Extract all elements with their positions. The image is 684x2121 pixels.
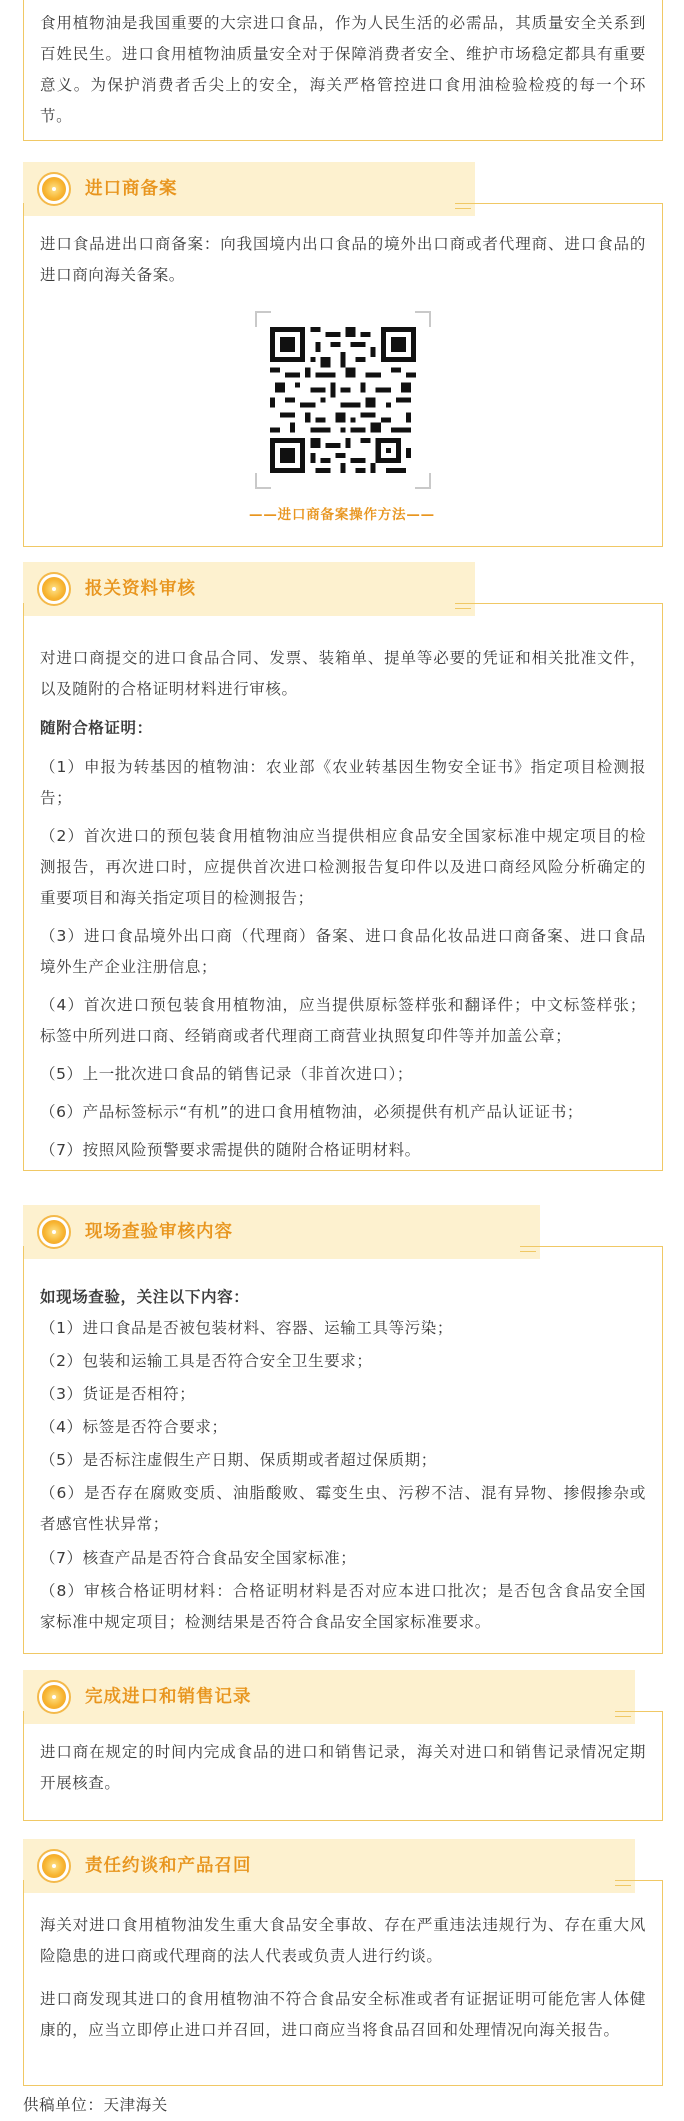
qr-caption: ——进口商备案操作方法—— [249, 507, 435, 523]
orange-slice-icon [37, 1849, 71, 1883]
section-title: 完成进口和销售记录 [85, 1687, 252, 1707]
section-content-customs-docs [23, 603, 663, 1171]
list-item: （5）是否标注虚假生产日期、保质期或者超过保质期； [40, 1451, 437, 1469]
list-item: （6）是否存在腐败变质、油脂酸败、霉变生虫、污秽不洁、混有异物、掺假掺杂或者感官性状异常； [40, 1484, 646, 1533]
list-item: （7）按照风险预警要求需提供的随附合格证明材料。 [40, 1141, 421, 1159]
orange-slice-icon [37, 1680, 71, 1714]
orange-slice-icon [37, 572, 71, 606]
section-content-records [23, 1711, 663, 1821]
section-content-recall [23, 1880, 663, 2086]
list-item: （4）首次进口预包装食用植物油，应当提供原标签样张和翻译件；中文标签样张；标签中所列进口商、经销商或者代理商工商营业执照复印件等并加盖公章； [40, 996, 646, 1045]
list-item: （7）核查产品是否符合食品安全国家标准； [40, 1549, 357, 1567]
paragraph: 进口食品进出口商备案：向我国境内出口食品的境外出口商或者代理商、进口食品的进口商向海关备案。 [40, 235, 646, 284]
section-title: 责任约谈和产品召回 [85, 1856, 252, 1876]
list-item: （8）审核合格证明材料：合格证明材料是否对应本进口批次；是否包含食品安全国家标准中规定项目；检测结果是否符合食品安全国家标准要求。 [40, 1582, 646, 1631]
paragraph: 进口商发现其进口的食用植物油不符合食品安全标准或者有证据证明可能危害人体健康的，应当立即停止进口并召回，进口商应当将食品召回和处理情况向海关报告。 [40, 1990, 646, 2039]
list-item: （6）产品标签标示“有机”的进口食用植物油，必须提供有机产品认证证书； [40, 1103, 583, 1121]
subheading: 如现场查验，关注以下内容： [40, 1288, 250, 1306]
list-item: （4）标签是否符合要求； [40, 1418, 228, 1436]
list-item: （3）进口食品境外出口商（代理商）备案、进口食品化妆品进口商备案、进口食品境外生产企业注册信息； [40, 927, 646, 976]
intro-text: 食用植物油是我国重要的大宗进口食品，作为人民生活的必需品，其质量安全关系到百姓民生。进口食用植物油质量安全对于保障消费者安全、维护市场稳定都具有重要意义。为保护消费者舌尖上的安全，海关严格管控进口食用油检验检疫的每一个环节。 [40, 14, 646, 125]
footer-source: 供稿单位：天津海关 [23, 2096, 168, 2114]
list-item: （5）上一批次进口食品的销售记录（非首次进口）； [40, 1065, 414, 1083]
section-title: 进口商备案 [85, 179, 178, 199]
intro-box [23, 0, 663, 141]
orange-slice-icon [37, 1215, 71, 1249]
qr-code-frame [255, 311, 431, 489]
paragraph: 进口商在规定的时间内完成食品的进口和销售记录，海关对进口和销售记录情况定期开展核查。 [40, 1743, 646, 1792]
list-item: （1）进口食品是否被包装材料、容器、运输工具等污染； [40, 1319, 453, 1337]
paragraph: 对进口商提交的进口食品合同、发票、装箱单、提单等必要的凭证和相关批准文件，以及随附的合格证明材料进行审核。 [40, 649, 646, 698]
qr-code-icon[interactable] [270, 327, 416, 473]
list-item: （1）申报为转基因的植物油：农业部《农业转基因生物安全证书》指定项目检测报告； [40, 758, 646, 807]
orange-slice-icon [37, 172, 71, 206]
subheading: 随附合格证明： [40, 719, 153, 737]
section-title: 报关资料审核 [85, 579, 196, 599]
list-item: （2）首次进口的预包装食用植物油应当提供相应食品安全国家标准中规定项目的检测报告，再次进口时，应提供首次进口检测报告复印件以及进口商经风险分析确定的重要项目和海关指定项目的检测报告； [40, 827, 646, 907]
section-title: 现场查验审核内容 [85, 1222, 233, 1242]
paragraph: 海关对进口食用植物油发生重大食品安全事故、存在严重违法违规行为、存在重大风险隐患的进口商或代理商的法人代表或负责人进行约谈。 [40, 1916, 646, 1965]
list-item: （3）货证是否相符； [40, 1385, 196, 1403]
list-item: （2）包装和运输工具是否符合安全卫生要求； [40, 1352, 373, 1370]
section-content-inspection [23, 1246, 663, 1654]
